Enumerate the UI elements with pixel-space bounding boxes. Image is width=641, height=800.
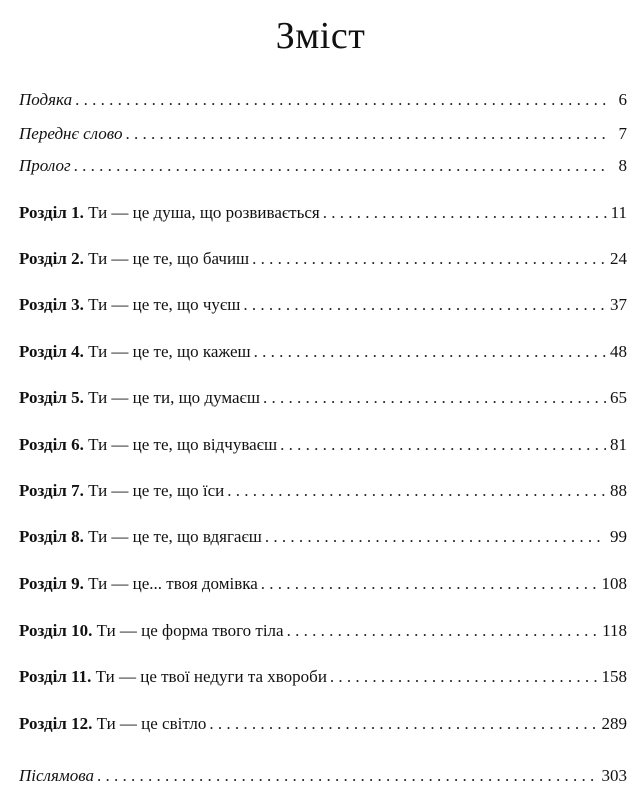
toc-entry-title: Ти — це ти, що думаєш xyxy=(88,388,260,407)
toc-page-number: 289 xyxy=(601,714,627,733)
toc-entry-chapter-6 xyxy=(19,433,627,457)
chapter-number: Розділ 6. xyxy=(19,435,84,454)
toc-leader-dots xyxy=(263,386,606,410)
chapter-number: Розділ 1. xyxy=(19,203,84,222)
toc-entry-chapter-9 xyxy=(19,572,627,596)
toc-entry-chapter-8 xyxy=(19,525,627,549)
toc-page-number: 24 xyxy=(610,249,627,268)
toc-page-number: 8 xyxy=(618,156,627,175)
toc-entry-title: Пролог xyxy=(19,156,71,175)
toc-entry-title: Ти — це те, що їси xyxy=(88,481,225,500)
toc-entry-chapter-12 xyxy=(19,712,627,736)
chapter-number: Розділ 11. xyxy=(19,667,92,686)
toc-entry-chapter-11 xyxy=(19,665,627,689)
toc-page-number: 88 xyxy=(610,481,627,500)
chapter-number: Розділ 7. xyxy=(19,481,84,500)
toc-page-number: 303 xyxy=(601,766,627,785)
chapter-number: Розділ 10. xyxy=(19,621,93,640)
toc-entry-title: Ти — це те, що кажеш xyxy=(88,342,251,361)
toc-page-number: 99 xyxy=(610,527,627,546)
toc-page-number: 11 xyxy=(610,203,627,222)
toc-entry-foreword xyxy=(19,122,627,146)
toc-page-number: 65 xyxy=(610,388,627,407)
toc-entry-chapter-1 xyxy=(19,201,627,225)
toc-entry-title: Ти — це твої недуги та хвороби xyxy=(95,667,327,686)
toc-entry-title: Переднє слово xyxy=(19,124,123,143)
toc-entry-title: Ти — це форма твого тіла xyxy=(96,621,284,640)
chapter-number: Розділ 8. xyxy=(19,527,84,546)
toc-page-number: 81 xyxy=(610,435,627,454)
toc-leader-dots xyxy=(280,433,606,457)
toc-leader-dots xyxy=(74,154,609,178)
toc-page-number: 118 xyxy=(602,621,627,640)
toc-leader-dots xyxy=(75,88,609,112)
toc-page-number: 37 xyxy=(610,295,627,314)
toc-leader-dots xyxy=(243,293,606,317)
toc-page-number: 7 xyxy=(618,124,627,143)
toc-leader-dots xyxy=(209,712,597,736)
toc-leader-dots xyxy=(330,665,598,689)
toc-page-number: 108 xyxy=(601,574,627,593)
chapter-number: Розділ 12. xyxy=(19,714,93,733)
toc-page-number: 158 xyxy=(601,667,627,686)
toc-entry-prologue xyxy=(19,154,627,178)
chapter-number: Розділ 9. xyxy=(19,574,84,593)
toc-entry-title: Ти — це світло xyxy=(96,714,207,733)
toc-entry-chapter-5 xyxy=(19,386,627,410)
toc-leader-dots xyxy=(254,340,606,364)
toc-entry-chapter-4 xyxy=(19,340,627,364)
toc-leader-dots xyxy=(125,122,609,146)
toc-entry-afterword xyxy=(19,764,627,788)
chapter-number: Розділ 5. xyxy=(19,388,84,407)
toc-entry-chapter-3 xyxy=(19,293,627,317)
toc-entry-title: Ти — це те, що вдягаєш xyxy=(88,527,262,546)
chapter-number: Розділ 4. xyxy=(19,342,84,361)
toc-entry-chapter-2 xyxy=(19,247,627,271)
toc-entry-title: Ти — це те, що бачиш xyxy=(88,249,250,268)
toc-page-number: 48 xyxy=(610,342,627,361)
toc-entry-title: Подяка xyxy=(19,90,73,109)
chapter-number: Розділ 3. xyxy=(19,295,84,314)
toc-leader-dots xyxy=(252,247,606,271)
toc-entry-title: Ти — це те, що відчуваєш xyxy=(88,435,278,454)
toc-entry-title: Ти — це душа, що розвивається xyxy=(88,203,320,222)
toc-entry-chapter-10 xyxy=(19,619,627,643)
toc-entry-title: Ти — це те, що чуєш xyxy=(88,295,241,314)
toc-entry-title: Ти — це... твоя домівка xyxy=(88,574,258,593)
toc-leader-dots xyxy=(227,479,606,503)
toc-leader-dots xyxy=(265,525,606,549)
toc-leader-dots xyxy=(323,201,607,225)
toc-entry-acknowledgements xyxy=(19,88,627,112)
toc-leader-dots xyxy=(261,572,598,596)
toc-leader-dots xyxy=(287,619,599,643)
toc-entry-title: Післямова xyxy=(19,766,94,785)
chapter-number: Розділ 2. xyxy=(19,249,84,268)
page-title: Зміст xyxy=(275,15,366,57)
toc-page-number: 6 xyxy=(618,90,627,109)
toc-entry-chapter-7 xyxy=(19,479,627,503)
toc-leader-dots xyxy=(97,764,598,788)
